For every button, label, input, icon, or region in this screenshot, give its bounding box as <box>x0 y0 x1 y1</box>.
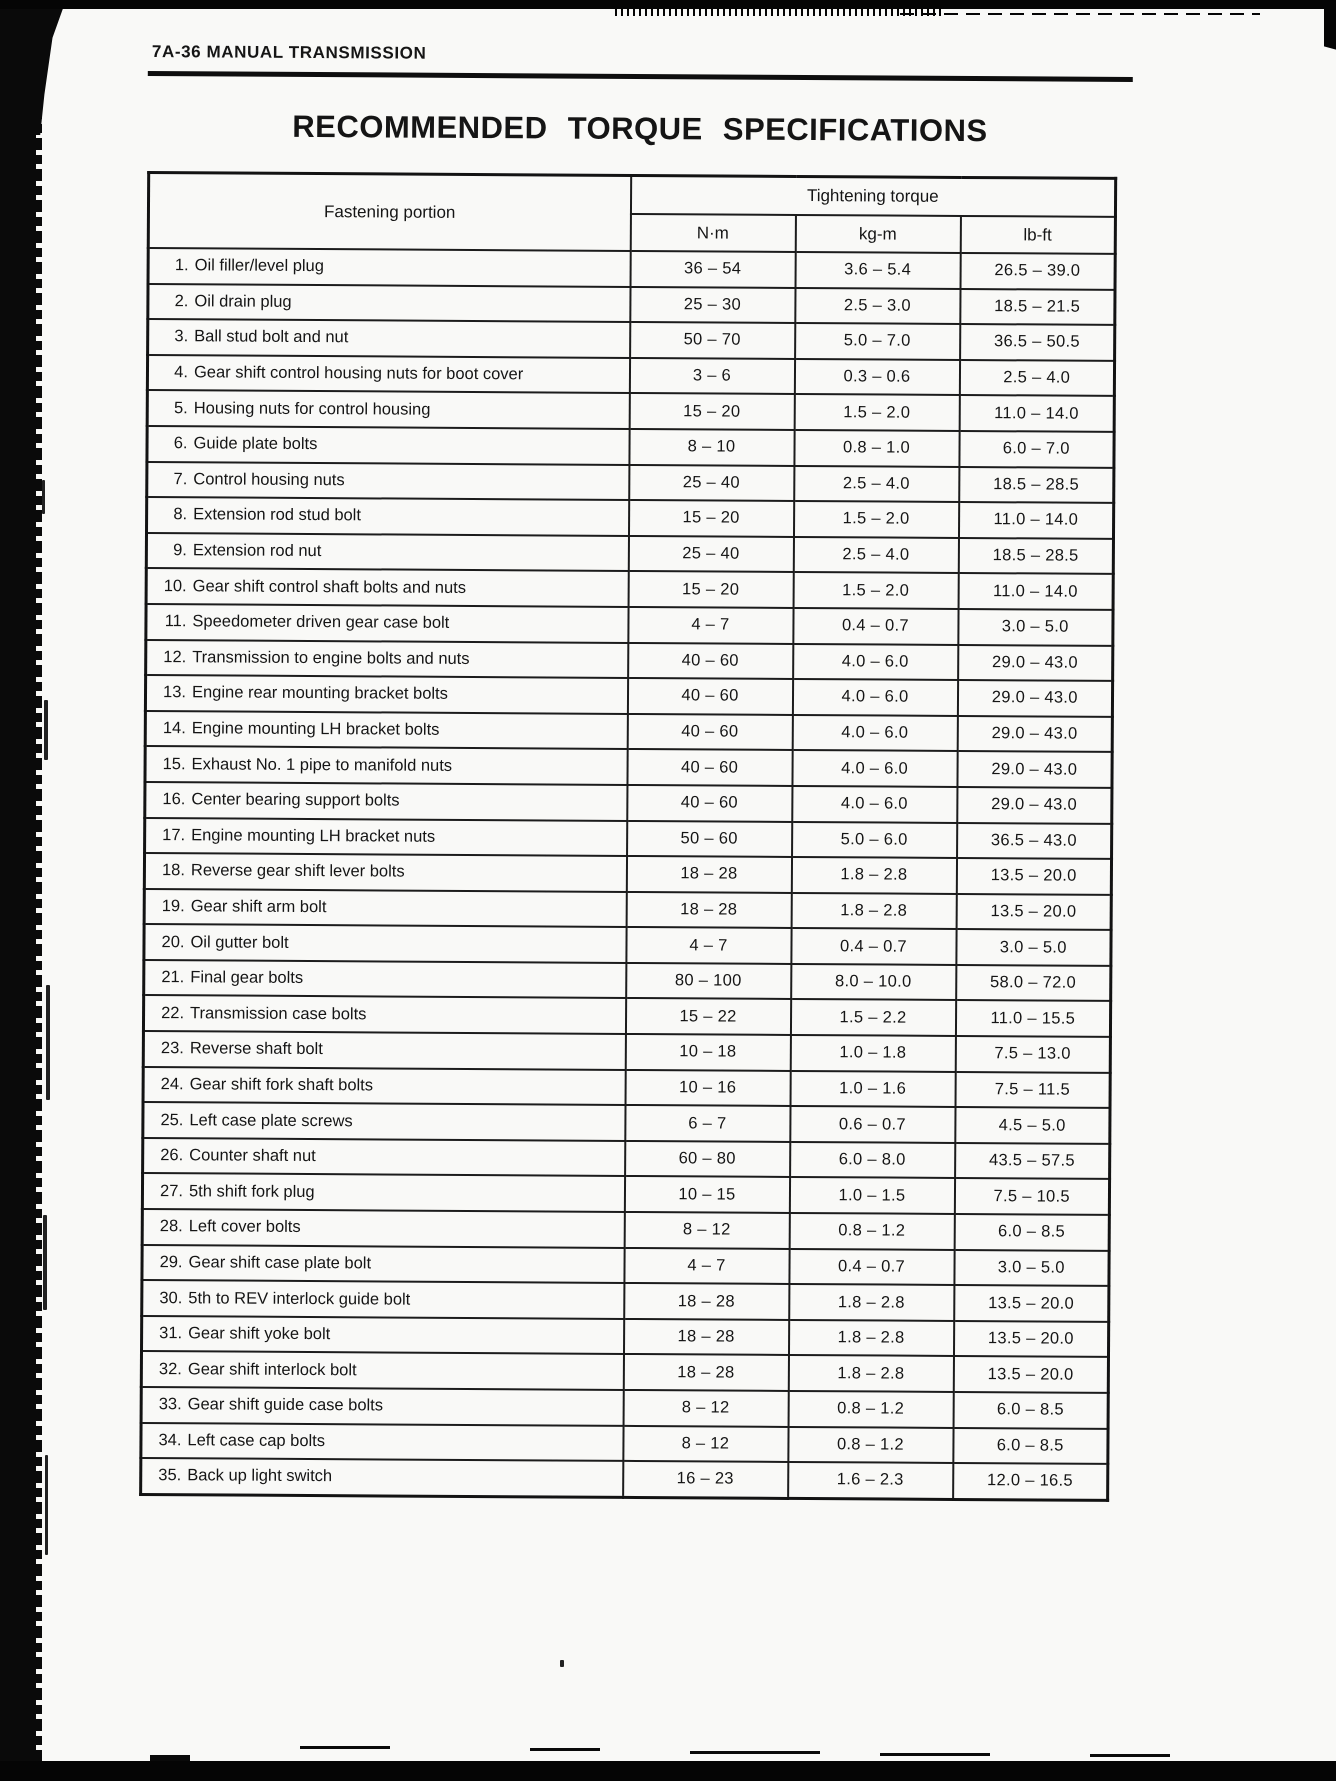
table-row <box>145 817 1112 859</box>
fastening-portion-cell <box>147 462 629 501</box>
table-row <box>144 960 1111 1002</box>
scan-top-bar <box>0 0 1336 9</box>
fastening-portion-cell <box>144 960 626 999</box>
nm-value-cell: 4 – 7 <box>626 927 791 964</box>
fastening-portion-cell <box>143 1067 625 1106</box>
fastening-portion-cell <box>141 1387 623 1426</box>
fastening-portion-cell <box>143 1102 625 1141</box>
fastening-portion-cell <box>145 746 627 785</box>
row-label: Control housing nuts <box>193 470 345 490</box>
row-number: 16. <box>162 790 186 809</box>
nm-value-cell: 8 – 12 <box>623 1426 788 1463</box>
lbft-value-cell: 26.5 – 39.0 <box>960 253 1115 290</box>
fastening-portion-cell <box>145 711 627 750</box>
scan-speck <box>45 1455 48 1555</box>
kgm-value-cell: 0.3 – 0.6 <box>794 359 959 396</box>
nm-value-cell: 18 – 28 <box>624 1283 789 1320</box>
nm-value-cell: 25 – 40 <box>629 465 794 502</box>
lbft-value-cell: 13.5 – 20.0 <box>953 1321 1108 1358</box>
kgm-value-cell: 1.8 – 2.8 <box>788 1320 953 1357</box>
row-label: Oil filler/level plug <box>194 256 325 276</box>
running-header: 7A-36 MANUAL TRANSMISSION <box>151 42 427 63</box>
fastening-portion-cell <box>144 889 626 928</box>
nm-value-cell: 8 – 10 <box>629 429 794 466</box>
lbft-value-cell: 13.5 – 20.0 <box>953 1356 1108 1393</box>
lbft-value-cell: 6.0 – 8.5 <box>953 1428 1108 1465</box>
lbft-value-cell: 3.0 – 5.0 <box>956 929 1111 966</box>
table-row <box>145 675 1112 717</box>
fastening-portion-cell <box>147 426 629 465</box>
fastening-portion-cell <box>146 533 628 572</box>
row-number: 10. <box>163 576 187 595</box>
table-row <box>146 533 1113 575</box>
scan-bottom-fragment <box>690 1751 820 1754</box>
lbft-value-cell: 43.5 – 57.5 <box>955 1143 1110 1180</box>
row-number: 24. <box>160 1075 184 1094</box>
row-number: 29. <box>159 1253 183 1272</box>
scan-speck <box>46 985 50 1100</box>
table-row <box>146 568 1113 610</box>
scan-bottom-fragment <box>880 1753 990 1756</box>
row-label: Center bearing support bolts <box>191 790 400 810</box>
fastening-portion-cell <box>142 1316 624 1355</box>
lbft-value-cell: 11.0 – 15.5 <box>955 1000 1110 1037</box>
scan-speck <box>560 1660 564 1667</box>
fastening-portion-cell <box>147 355 629 394</box>
fastening-portion-cell <box>143 995 625 1034</box>
fastening-portion-cell <box>141 1458 623 1497</box>
kgm-value-cell: 5.0 – 7.0 <box>795 323 960 360</box>
kgm-value-cell: 4.0 – 6.0 <box>792 750 957 787</box>
row-number: 32. <box>158 1359 182 1378</box>
row-number: 9. <box>173 541 187 560</box>
kgm-value-cell: 0.6 – 0.7 <box>790 1106 955 1143</box>
lbft-value-cell: 7.5 – 11.5 <box>955 1072 1110 1109</box>
kgm-value-cell: 1.5 – 2.2 <box>790 999 955 1036</box>
nm-value-cell: 18 – 28 <box>623 1354 788 1391</box>
kgm-value-cell: 0.8 – 1.2 <box>788 1427 953 1464</box>
kgm-value-cell: 1.0 – 1.5 <box>789 1177 954 1214</box>
nm-value-cell: 6 – 7 <box>625 1105 790 1142</box>
lbft-value-cell: 6.0 – 7.0 <box>959 431 1114 468</box>
scan-speck <box>43 1215 47 1310</box>
lbft-value-cell: 18.5 – 28.5 <box>959 467 1114 504</box>
row-label: Gear shift case plate bolt <box>188 1253 372 1273</box>
row-label: Speedometer driven gear case bolt <box>192 612 450 633</box>
row-number: 6. <box>173 434 188 453</box>
row-label: Final gear bolts <box>190 968 304 988</box>
row-label: Left cover bolts <box>188 1217 301 1237</box>
row-number: 15. <box>162 754 186 773</box>
kgm-value-cell: 1.5 – 2.0 <box>793 572 958 609</box>
table-row <box>144 889 1111 931</box>
nm-value-cell: 10 – 16 <box>625 1070 790 1107</box>
col-header-tightening-torque: Tightening torque <box>630 175 1115 216</box>
fastening-portion-cell <box>142 1245 624 1284</box>
nm-value-cell: 15 – 22 <box>625 998 790 1035</box>
table-row <box>145 782 1112 824</box>
col-header-kgm: kg-m <box>795 215 960 253</box>
lbft-value-cell: 29.0 – 43.0 <box>957 680 1112 717</box>
kgm-value-cell: 1.5 – 2.0 <box>794 394 959 431</box>
row-label: Back up light switch <box>187 1466 333 1486</box>
row-number: 27. <box>159 1181 184 1200</box>
row-number: 17. <box>162 825 186 845</box>
row-label: Engine mounting LH bracket bolts <box>191 719 440 739</box>
scan-corner-wedge <box>36 0 66 135</box>
fastening-portion-cell <box>146 568 628 607</box>
table-row <box>142 1245 1109 1287</box>
row-label: Gear shift control shaft bolts and nuts <box>192 576 467 597</box>
lbft-value-cell: 29.0 – 43.0 <box>957 787 1112 824</box>
col-header-nm: N·m <box>630 214 795 252</box>
table-row <box>144 924 1111 966</box>
header-rule <box>148 71 1133 82</box>
row-label: Gear shift control housing nuts for boot cover <box>193 363 524 384</box>
row-label: Reverse gear shift lever bolts <box>190 861 405 881</box>
page-title: RECOMMENDED TORQUE SPECIFICATIONS <box>292 108 988 149</box>
nm-value-cell: 50 – 70 <box>630 322 795 359</box>
row-label: Engine mounting LH bracket nuts <box>191 826 436 846</box>
fastening-portion-cell <box>141 1423 623 1462</box>
row-label: Counter shaft nut <box>189 1146 316 1166</box>
scan-speck <box>42 480 45 514</box>
nm-value-cell: 8 – 12 <box>623 1390 788 1427</box>
row-number: 33. <box>158 1395 182 1414</box>
row-label: Ball stud bolt and nut <box>194 327 349 347</box>
lbft-value-cell: 13.5 – 20.0 <box>956 858 1111 895</box>
row-number: 13. <box>163 683 187 702</box>
col-header-fastening-portion: Fastening portion <box>148 173 630 251</box>
table-header <box>148 173 1115 254</box>
fastening-portion-cell <box>146 640 628 679</box>
row-number: 14. <box>162 719 186 738</box>
row-label: Gear shift guide case bolts <box>187 1395 384 1415</box>
row-number: 30. <box>159 1288 183 1307</box>
nm-value-cell: 60 – 80 <box>625 1141 790 1178</box>
lbft-value-cell: 6.0 – 8.5 <box>953 1392 1108 1429</box>
row-label: 5th shift fork plug <box>188 1182 315 1201</box>
row-label: Gear shift fork shaft bolts <box>189 1075 374 1095</box>
lbft-value-cell: 29.0 – 43.0 <box>958 644 1113 681</box>
nm-value-cell: 40 – 60 <box>627 714 792 751</box>
fastening-portion-cell <box>142 1173 624 1212</box>
lbft-value-cell: 36.5 – 43.0 <box>957 822 1112 859</box>
kgm-value-cell: 1.0 – 1.8 <box>790 1035 955 1072</box>
lbft-value-cell: 6.0 – 8.5 <box>954 1214 1109 1251</box>
lbft-value-cell: 58.0 – 72.0 <box>956 965 1111 1002</box>
lbft-value-cell: 12.0 – 16.5 <box>953 1463 1108 1500</box>
table-row <box>145 746 1112 788</box>
scan-bottom-fragment <box>1090 1754 1170 1757</box>
row-number: 18. <box>161 861 185 880</box>
fastening-portion-cell <box>148 319 630 358</box>
table-row <box>142 1173 1109 1215</box>
kgm-value-cell: 0.4 – 0.7 <box>793 608 958 645</box>
row-number: 11. <box>164 612 187 631</box>
table-row <box>142 1280 1109 1322</box>
row-label: Exhaust No. 1 pipe to manifold nuts <box>191 754 453 775</box>
fastening-portion-cell <box>145 675 627 714</box>
fastening-portion-cell <box>148 284 630 323</box>
kgm-value-cell: 2.5 – 3.0 <box>795 288 960 325</box>
kgm-value-cell: 8.0 – 10.0 <box>791 964 956 1001</box>
scan-bottom-fragment <box>150 1755 190 1761</box>
row-number: 12. <box>163 647 187 667</box>
row-number: 28. <box>159 1217 183 1236</box>
row-label: Left case cap bolts <box>187 1431 326 1450</box>
nm-value-cell: 40 – 60 <box>627 678 792 715</box>
scan-top-dash-noise <box>900 13 1260 15</box>
lbft-value-cell: 29.0 – 43.0 <box>957 716 1112 753</box>
lbft-value-cell: 11.0 – 14.0 <box>959 395 1114 432</box>
row-label: Guide plate bolts <box>193 434 318 454</box>
scan-bottom-bar <box>0 1761 1336 1781</box>
table-row <box>148 319 1115 361</box>
row-number: 5. <box>173 398 188 417</box>
nm-value-cell: 36 – 54 <box>630 251 795 288</box>
lbft-value-cell: 18.5 – 21.5 <box>960 289 1115 326</box>
row-label: Engine rear mounting bracket bolts <box>191 683 448 704</box>
row-number: 3. <box>174 327 189 346</box>
lbft-value-cell: 13.5 – 20.0 <box>956 894 1111 931</box>
scan-corner-mark <box>1324 0 1336 50</box>
scan-bottom-fragment <box>530 1748 600 1751</box>
table-row <box>141 1458 1108 1500</box>
fastening-portion-cell <box>148 248 630 287</box>
kgm-value-cell: 4.0 – 6.0 <box>792 786 957 823</box>
page-content <box>139 42 1133 1502</box>
table-row <box>148 284 1115 326</box>
lbft-value-cell: 13.5 – 20.0 <box>954 1285 1109 1322</box>
kgm-value-cell: 0.8 – 1.2 <box>788 1391 953 1428</box>
nm-value-cell: 10 – 18 <box>625 1034 790 1071</box>
scan-bottom-fragment <box>300 1746 390 1749</box>
kgm-value-cell: 1.8 – 2.8 <box>789 1284 954 1321</box>
nm-value-cell: 80 – 100 <box>626 963 791 1000</box>
kgm-value-cell: 0.4 – 0.7 <box>789 1249 954 1286</box>
row-label: Gear shift arm bolt <box>190 897 327 917</box>
table-row <box>147 497 1114 539</box>
table-row <box>147 426 1114 468</box>
row-label: Transmission to engine bolts and nuts <box>192 648 470 668</box>
row-number: 20. <box>161 932 185 951</box>
fastening-portion-cell <box>141 1351 623 1390</box>
row-label: Oil drain plug <box>194 292 292 311</box>
kgm-value-cell: 1.6 – 2.3 <box>788 1462 953 1499</box>
nm-value-cell: 25 – 40 <box>628 536 793 573</box>
nm-value-cell: 40 – 60 <box>627 749 792 786</box>
lbft-value-cell: 11.0 – 14.0 <box>958 502 1113 539</box>
table-row <box>143 1102 1110 1144</box>
kgm-value-cell: 4.0 – 6.0 <box>793 643 958 680</box>
table-row <box>145 711 1112 753</box>
nm-value-cell: 4 – 7 <box>624 1248 789 1285</box>
table-body <box>141 248 1116 1500</box>
row-number: 7. <box>173 470 188 489</box>
kgm-value-cell: 0.8 – 1.0 <box>794 430 959 467</box>
row-number: 25. <box>160 1110 184 1129</box>
kgm-value-cell: 2.5 – 4.0 <box>793 537 958 574</box>
table-row <box>141 1351 1108 1393</box>
lbft-value-cell: 3.0 – 5.0 <box>954 1250 1109 1287</box>
lbft-value-cell: 18.5 – 28.5 <box>958 538 1113 575</box>
fastening-portion-cell <box>145 782 627 821</box>
table-row <box>143 1031 1110 1073</box>
kgm-value-cell: 1.8 – 2.8 <box>791 893 956 930</box>
nm-value-cell: 40 – 60 <box>628 642 793 679</box>
fastening-portion-cell <box>147 390 629 429</box>
row-number: 22. <box>161 1003 185 1023</box>
scan-edge-band <box>0 0 36 1781</box>
kgm-value-cell: 2.5 – 4.0 <box>794 466 959 503</box>
table-row <box>147 355 1114 397</box>
nm-value-cell: 15 – 20 <box>629 393 794 430</box>
lbft-value-cell: 3.0 – 5.0 <box>958 609 1113 646</box>
kgm-value-cell: 1.5 – 2.0 <box>793 501 958 538</box>
row-label: Extension rod nut <box>192 541 322 561</box>
table-row <box>143 1067 1110 1109</box>
row-label: Gear shift interlock bolt <box>187 1359 357 1380</box>
nm-value-cell: 18 – 28 <box>626 892 791 929</box>
table-row <box>143 995 1110 1037</box>
row-number: 31. <box>159 1324 183 1343</box>
col-header-lbft: lb-ft <box>960 216 1115 254</box>
row-number: 2. <box>174 292 189 311</box>
fastening-portion-cell <box>142 1280 624 1319</box>
nm-value-cell: 8 – 12 <box>624 1212 789 1249</box>
nm-value-cell: 18 – 28 <box>626 856 791 893</box>
kgm-value-cell: 1.8 – 2.8 <box>788 1355 953 1392</box>
torque-spec-table <box>139 171 1117 1502</box>
scan-edge-noise <box>36 0 42 1781</box>
row-label: Reverse shaft bolt <box>189 1039 323 1059</box>
kgm-value-cell: 3.6 – 5.4 <box>795 252 960 289</box>
lbft-value-cell: 7.5 – 10.5 <box>954 1178 1109 1215</box>
row-number: 1. <box>174 256 189 275</box>
nm-value-cell: 40 – 60 <box>627 785 792 822</box>
fastening-portion-cell <box>142 1209 624 1248</box>
fastening-portion-cell <box>144 853 626 892</box>
row-label: Transmission case bolts <box>190 1004 367 1024</box>
nm-value-cell: 10 – 15 <box>624 1176 789 1213</box>
row-number: 19. <box>161 897 185 916</box>
kgm-value-cell: 0.8 – 1.2 <box>789 1213 954 1250</box>
nm-value-cell: 4 – 7 <box>628 607 793 644</box>
table-row <box>146 640 1113 682</box>
row-label: Housing nuts for control housing <box>193 398 431 419</box>
kgm-value-cell: 1.8 – 2.8 <box>791 857 956 894</box>
scan-speck <box>44 700 48 760</box>
row-label: Extension rod stud bolt <box>193 505 362 525</box>
row-number: 4. <box>174 363 189 382</box>
row-label: Left case plate screws <box>189 1110 353 1130</box>
row-number: 26. <box>160 1146 184 1165</box>
nm-value-cell: 18 – 28 <box>623 1319 788 1356</box>
lbft-value-cell: 7.5 – 13.0 <box>955 1036 1110 1073</box>
table-row <box>148 248 1115 290</box>
table-row <box>142 1316 1109 1358</box>
table-row <box>147 390 1114 432</box>
fastening-portion-cell <box>144 924 626 963</box>
lbft-value-cell: 11.0 – 14.0 <box>958 573 1113 610</box>
kgm-value-cell: 4.0 – 6.0 <box>792 679 957 716</box>
row-label: 5th to REV interlock guide bolt <box>188 1288 411 1309</box>
kgm-value-cell: 4.0 – 6.0 <box>792 715 957 752</box>
nm-value-cell: 15 – 20 <box>628 500 793 537</box>
nm-value-cell: 16 – 23 <box>623 1461 788 1498</box>
row-number: 34. <box>158 1430 182 1450</box>
scan-top-comb-noise <box>615 9 945 16</box>
table-row <box>141 1423 1108 1465</box>
nm-value-cell: 15 – 20 <box>628 571 793 608</box>
kgm-value-cell: 0.4 – 0.7 <box>791 928 956 965</box>
kgm-value-cell: 5.0 – 6.0 <box>792 821 957 858</box>
fastening-portion-cell <box>147 497 629 536</box>
fastening-portion-cell <box>146 604 628 643</box>
fastening-portion-cell <box>143 1138 625 1177</box>
kgm-value-cell: 1.0 – 1.6 <box>790 1071 955 1108</box>
row-number: 23. <box>160 1039 184 1058</box>
lbft-value-cell: 4.5 – 5.0 <box>955 1107 1110 1144</box>
lbft-value-cell: 29.0 – 43.0 <box>957 751 1112 788</box>
table-row <box>143 1138 1110 1180</box>
row-number: 35. <box>158 1466 182 1485</box>
table-row <box>147 462 1114 504</box>
kgm-value-cell: 6.0 – 8.0 <box>790 1142 955 1179</box>
table-row <box>146 604 1113 646</box>
table-row <box>141 1387 1108 1429</box>
nm-value-cell: 25 – 30 <box>630 287 795 324</box>
row-label: Oil gutter bolt <box>190 932 289 952</box>
nm-value-cell: 3 – 6 <box>629 358 794 395</box>
row-label: Gear shift yoke bolt <box>188 1324 331 1344</box>
row-number: 8. <box>173 505 188 524</box>
lbft-value-cell: 36.5 – 50.5 <box>960 324 1115 361</box>
fastening-portion-cell <box>145 817 627 856</box>
table-row <box>142 1209 1109 1251</box>
row-number: 21. <box>161 968 185 987</box>
fastening-portion-cell <box>143 1031 625 1070</box>
nm-value-cell: 50 – 60 <box>627 820 792 857</box>
lbft-value-cell: 2.5 – 4.0 <box>959 360 1114 397</box>
table-row <box>144 853 1111 895</box>
